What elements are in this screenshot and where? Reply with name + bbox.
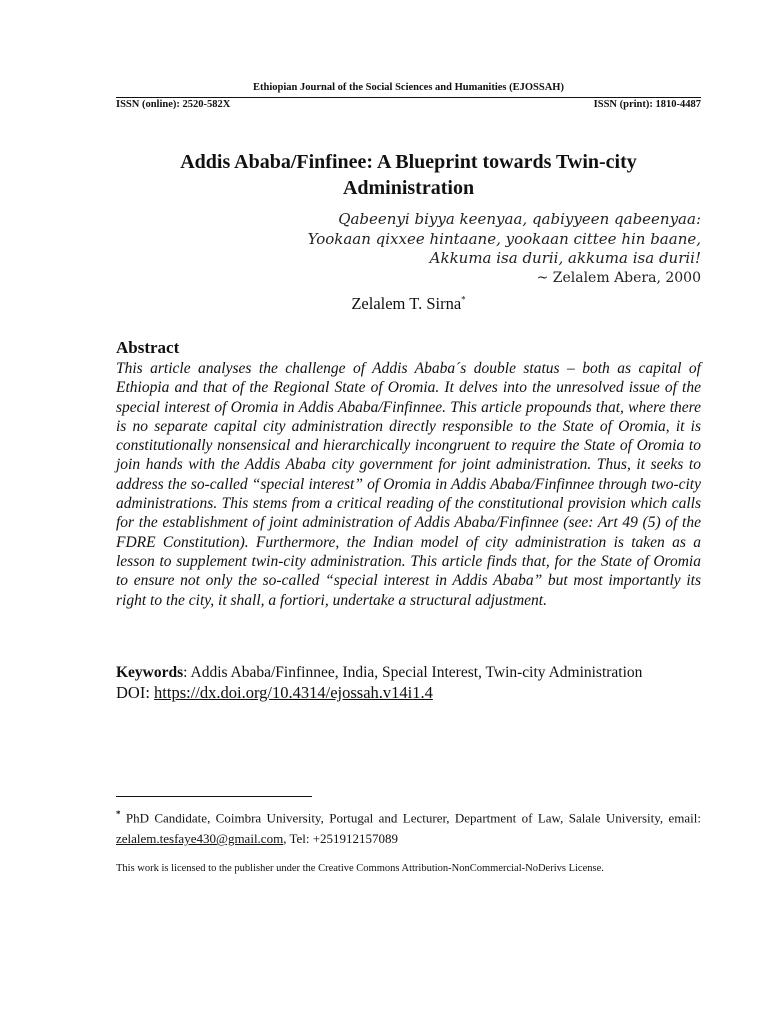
doi bbox=[116, 683, 716, 703]
keywords-list: : Addis Ababa/Finfinnee, India, Special Interest, Twin-city Administration bbox=[183, 664, 643, 681]
issn-print: ISSN (print): 1810-4487 bbox=[593, 99, 701, 110]
author-email-link[interactable]: zelalem.tesfaye430@gmail.com bbox=[116, 831, 284, 847]
footnote bbox=[116, 804, 701, 849]
author-footnote-marker[interactable]: * bbox=[461, 294, 466, 305]
journal-name: Ethiopian Journal of the Social Sciences and Humanities (EJOSSAH) bbox=[253, 82, 564, 93]
footnote-marker: * bbox=[116, 809, 121, 819]
epigraph bbox=[116, 210, 701, 288]
footnote-divider bbox=[116, 796, 312, 797]
author-byline bbox=[116, 294, 701, 314]
footnote-phone: , Tel: +251912157089 bbox=[283, 831, 399, 847]
epigraph-line: Qabeenyi biyya keenyaa, qabiyyeen qabeenyaa: bbox=[338, 210, 701, 228]
footnote-affiliation: PhD Candidate, Coimbra University, Portugal and Lecturer, Department of Law, Salale University, email: bbox=[120, 810, 701, 826]
author-name: Zelalem T. Sirna bbox=[351, 294, 462, 313]
license-notice: This work is licensed to the publisher under the Creative Commons Attribution-NonCommercial-NoDerivs License. bbox=[116, 863, 604, 874]
keywords-label: Keywords bbox=[116, 664, 184, 681]
abstract-body: This article analyses the challenge of Addis Ababa´s double status – both as capital of Ethiopia and that of the Regional State of Oromia. It delves into the unresolved issue of the special interest of Oromia in Addis Ababa/Finfinnee. This article propounds that, where there is no separate capital city administration directly responsible to the State of Oromia, it is constitutionally nonsensical and hierarchically incongruent to require the State of Oromia to join hands with the Addis Ababa city government for joint administration. Thus, it seeks to address the so-called “special interest” of Oromia in Addis Ababa/Finfinnee through two-city administrations. This stems from a critical reading of the constitutional provision which calls for the establishment of joint administration of Addis Ababa/Finfinnee (see: Art 49 (5) of the FDRE Constitution). Furthermore, the Indian model of city administration is taken as a lesson to supplement twin-city administration. This article finds that, for the State of Oromia to ensure not only the so-called “special interest in Addis Ababa” but most importantly its right to the city, it shall, a fortiori, undertake a structural adjustment. bbox=[116, 360, 701, 609]
issn-online: ISSN (online): 2520-582X bbox=[116, 99, 231, 110]
abstract-heading: Abstract bbox=[116, 338, 180, 357]
doi-label: DOI: bbox=[116, 683, 155, 702]
keywords bbox=[116, 664, 716, 682]
epigraph-attribution: ~ Zelalem Abera, 2000 bbox=[536, 269, 701, 286]
article-title: Addis Ababa/Finfinee: A Blueprint towards Twin-city Administration bbox=[180, 151, 637, 199]
epigraph-line: Yookaan qixxee hintaane, yookaan cittee hin baane, bbox=[307, 229, 701, 248]
doi-link[interactable]: https://dx.doi.org/10.4314/ejossah.v14i1.4 bbox=[154, 683, 433, 702]
issn-row bbox=[116, 97, 701, 110]
epigraph-line: Akkuma isa durii, akkuma isa durii! bbox=[429, 249, 701, 267]
